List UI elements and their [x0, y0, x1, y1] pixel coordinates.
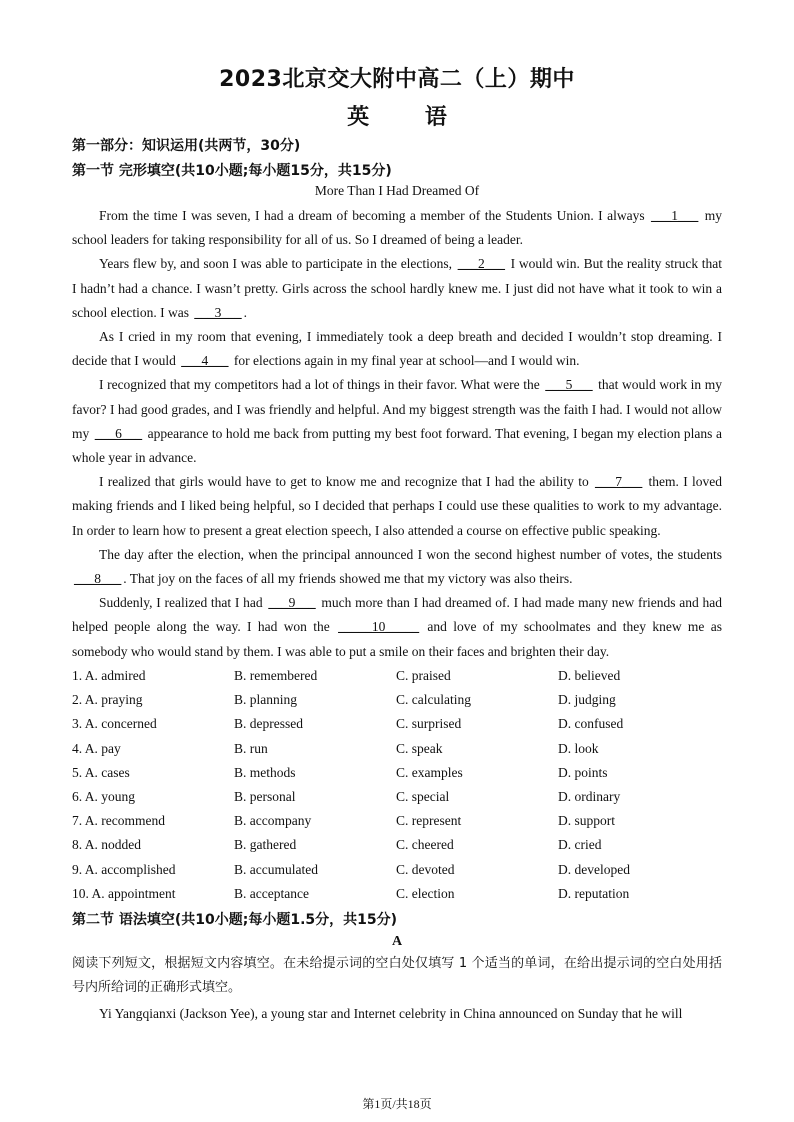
section2-heading: 第二节 语法填空(共10小题;每小题1.5分，共15分) [72, 912, 398, 928]
option[interactable]: D. believed [558, 668, 621, 683]
option-row-7 [72, 809, 722, 833]
option-row-9 [72, 858, 722, 882]
answer-options [72, 664, 722, 906]
option[interactable]: B. depressed [234, 716, 303, 732]
option-row-2 [72, 688, 722, 712]
option[interactable]: D. cried [558, 837, 602, 853]
option[interactable]: 6. A. young [72, 788, 136, 804]
paragraph: As I cried in my room that evening, I immediately took a deep breath and decided I wouldn’t stop dreaming. I decide that I would ___4___ for elections again in my final year at school—and I would win. [72, 329, 722, 369]
option[interactable]: D. look [558, 740, 599, 756]
option[interactable]: 8. A. nodded [72, 837, 141, 853]
passage-title: More Than I Had Dreamed Of [314, 183, 480, 198]
option[interactable]: B. accompany [234, 813, 312, 829]
cloze-passage [72, 204, 722, 664]
option[interactable]: B. accumulated [234, 861, 318, 877]
paragraph: Suddenly, I realized that I had ___9___ much more than I had dreamed of. I had made many new friends and had helped people along the way. I had won the _____10_____ and love of my schoolmates and they knew me as somebody who would stand by them. I was able to put a smile on their faces and brighten their day. [72, 595, 722, 659]
option[interactable]: 10. A. appointment [72, 885, 176, 901]
blank-7[interactable]: ___7___ [595, 474, 643, 490]
paragraph: Yi Yangqianxi (Jackson Yee), a young star and Internet celebrity in China announced on Sunday that he will [99, 1006, 683, 1021]
page-number: 第1页/共18页 [362, 1097, 432, 1111]
option[interactable]: B. gathered [234, 837, 297, 853]
option[interactable]: D. developed [558, 861, 630, 877]
option[interactable]: 7. A. recommend [72, 813, 165, 829]
option[interactable]: C. special [396, 788, 450, 804]
option[interactable]: 1. A. admired [72, 668, 146, 683]
exam-title: 2023北京交大附中高二（上）期中 [219, 67, 575, 92]
option[interactable]: C. praised [396, 668, 451, 683]
option[interactable]: C. examples [396, 764, 463, 780]
option[interactable]: C. calculating [396, 692, 471, 708]
blank-6[interactable]: ___6___ [94, 425, 143, 441]
section1-heading: 第一节 完形填空(共10小题;每小题15分，共15分) [72, 163, 392, 179]
subject-title: 英 语 [347, 105, 447, 130]
paragraph: Years flew by, and soon I was able to participate in the elections, ___2___ I would win. But the reality struck that I hadn’t had a chance. I wasn’t pretty. Girls across the school hardly knew me. I just did not have what it took to win a school election. I was ___3___ . [72, 256, 722, 320]
option[interactable]: 5. A. cases [72, 764, 130, 780]
subsection-label: A [391, 934, 403, 949]
option[interactable]: D. ordinary [558, 788, 621, 804]
option-row-6 [72, 785, 722, 809]
blank-10[interactable]: _____10_____ [338, 619, 420, 635]
option[interactable]: D. reputation [558, 885, 630, 901]
option-row-1 [72, 664, 722, 688]
paragraph: I realized that girls would have to get to know me and recognize that I had the ability to ___7___ them. I loved making friends and I liked being helpful, so I decided that perhaps I could use these qualities to work to my advantage. In order to learn how to present a great election speech, I also attended a course on effective public speaking. [72, 474, 722, 538]
option[interactable]: C. represent [396, 813, 462, 829]
option[interactable]: 2. A. praying [72, 692, 143, 708]
option[interactable]: 9. A. accomplished [72, 861, 176, 877]
option[interactable]: B. acceptance [234, 885, 309, 901]
option[interactable]: D. judging [558, 692, 616, 708]
option-row-10 [72, 882, 722, 906]
option[interactable]: C. cheered [396, 837, 454, 853]
option-row-8 [72, 833, 722, 857]
option[interactable]: C. speak [396, 740, 443, 756]
option[interactable]: B. remembered [234, 668, 318, 683]
option[interactable]: C. devoted [396, 861, 455, 877]
blank-5[interactable]: ___5___ [545, 377, 593, 393]
grammar-passage [72, 1002, 722, 1026]
option[interactable]: C. election [396, 885, 455, 901]
option[interactable]: B. planning [234, 692, 297, 708]
option[interactable]: B. methods [234, 764, 296, 780]
option[interactable]: D. support [558, 813, 615, 829]
blank-8[interactable]: ___8___ [74, 571, 122, 587]
blank-9[interactable]: ___9___ [268, 595, 316, 611]
section2-instruction: 阅读下列短文，根据短文内容填空。在未给提示词的空白处仅填写 1 个适当的单词，在给出提示词的空白处用括号内所给词的正确形式填空。 [72, 956, 722, 996]
blank-2[interactable]: ___2___ [457, 256, 505, 272]
blank-1[interactable]: ___1___ [651, 208, 699, 223]
option[interactable]: D. confused [558, 716, 624, 732]
option[interactable]: C. surprised [396, 716, 462, 732]
option[interactable]: D. points [558, 764, 608, 780]
paragraph: I recognized that my competitors had a lot of things in their favor. What were the ___5___ that would work in my favor? I had good grades, and I was friendly and helpful. And my biggest strength was the faith I had. I would not allow my ___6___ appearance to hold me back from putting my best foot forward. That evening, I began my election plans a whole year in advance. [72, 377, 722, 466]
option[interactable]: B. run [234, 740, 268, 756]
option[interactable]: 3. A. concerned [72, 716, 157, 732]
option-row-3 [72, 712, 722, 736]
blank-3[interactable]: ___3___ [194, 304, 242, 320]
paragraph: The day after the election, when the principal announced I won the second highest number of votes, the students ___8___ . That joy on the faces of all my friends showed me that my victory was also theirs. [74, 546, 722, 587]
option[interactable]: B. personal [234, 788, 296, 804]
option-row-4 [72, 737, 722, 761]
blank-4[interactable]: ___4___ [181, 353, 229, 369]
option[interactable]: 4. A. pay [72, 740, 121, 756]
option-row-5 [72, 761, 722, 785]
paragraph: From the time I was seven, I had a dream of becoming a member of the Students Union. I always ___1___ my school leaders for taking responsibility for all of us. So I dreamed of being a leader. [72, 208, 722, 248]
part1-heading: 第一部分：知识运用(共两节，30分) [72, 138, 301, 154]
